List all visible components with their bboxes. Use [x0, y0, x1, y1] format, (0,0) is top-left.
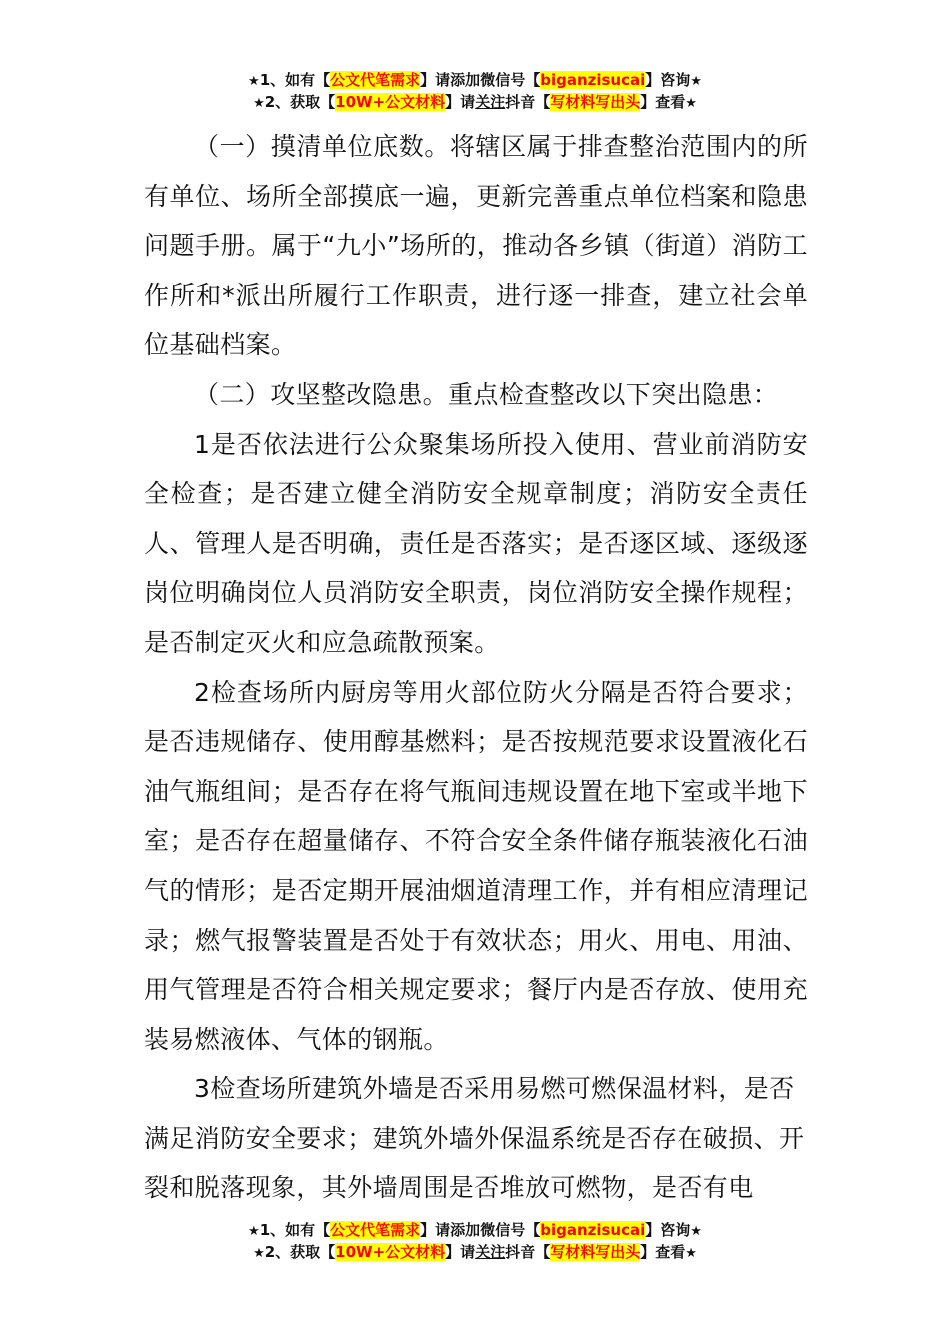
banner-line-1 [0, 69, 950, 91]
paragraph-item-3: 3检查场所建筑外墙是否采用易燃可燃保温材料，是否满足消防安全要求；建筑外墙外保温系统是否存在破损、开裂和脱落现象，其外墙周围是否堆放可燃物，是否有电 [144, 1074, 805, 1203]
banner-text: 抖音【 [505, 93, 551, 111]
banner-text: 】请 [420, 1221, 451, 1239]
banner-highlight: biganzisucai [540, 71, 646, 89]
star-icon: ★ [253, 1246, 265, 1261]
banner-text: 】查看 [640, 93, 686, 111]
paragraph-item-2: 2检查场所内厨房等用火部位防火分隔是否符合要求；是否违规储存、使用醇基燃料；是否按规范要求设置液化石油气瓶组间；是否存在将气瓶间违规设置在地下室或半地下室；是否存在超量储存、不符合安全条件储存瓶装液化石油气的情形；是否定期开展油烟道清理工作，并有相应清理记录；燃气报警装置是否处于有效状态；用火、用电、用油、用气管理是否符合相关规定要求；餐厅内是否存放、使用充装易燃液体、气体的钢瓶。 [144, 677, 808, 1054]
paragraph-section-2: （二）攻坚整改隐患。重点检查整改以下突出隐患： [194, 379, 779, 409]
banner-highlight: 10W+公文材料 [335, 1243, 446, 1261]
banner-text: 抖音【 [505, 1243, 551, 1261]
banner-text: 微信号【 [480, 71, 541, 89]
paragraph-item-1: 1是否依法进行公众聚集场所投入使用、营业前消防安全检查；是否建立健全消防安全规章制度；消防安全责任人、管理人是否明确，责任是否落实；是否逐区域、逐级逐岗位明确岗位人员消防安全职责，岗位消防安全操作规程；是否制定灭火和应急疏散预案。 [144, 429, 808, 657]
banner-text: 】咨询 [645, 71, 691, 89]
banner-line-1 [0, 1219, 950, 1241]
header-banner [0, 69, 950, 113]
star-icon: ★ [248, 74, 260, 89]
banner-line-2 [0, 91, 950, 113]
star-icon: ★ [690, 1224, 702, 1239]
banner-text: 2、获取【 [264, 93, 336, 111]
banner-highlight: 写材料写出头 [550, 1243, 641, 1261]
banner-text: 】查看 [640, 1243, 686, 1261]
document-body [144, 122, 808, 1213]
paragraph-section-1: （一）摸清单位底数。将辖区属于排查整治范围内的所有单位、场所全部摸底一遍，更新完善重点单位档案和隐患问题手册。属于“九小”场所的，推动各乡镇（街道）消防工作所和*派出所履行工作职责，进行逐一排查，建立社会单位基础档案。 [144, 132, 808, 360]
star-icon: ★ [685, 1246, 697, 1261]
banner-text: 】请 [420, 71, 451, 89]
banner-text: 】请 [445, 93, 476, 111]
banner-emphasis: 关注 [475, 1243, 506, 1261]
banner-text: 微信号【 [480, 1221, 541, 1239]
banner-highlight: 写材料写出头 [550, 93, 641, 111]
banner-text: 1、如有【 [259, 71, 331, 89]
banner-highlight: 公文代笔需求 [330, 71, 421, 89]
star-icon: ★ [690, 74, 702, 89]
banner-emphasis: 添加 [450, 71, 481, 89]
banner-text: 1、如有【 [259, 1221, 331, 1239]
banner-highlight: 10W+公文材料 [335, 93, 446, 111]
star-icon: ★ [253, 96, 265, 111]
banner-text: 】咨询 [645, 1221, 691, 1239]
banner-highlight: 公文代笔需求 [330, 1221, 421, 1239]
banner-line-2 [0, 1241, 950, 1263]
banner-highlight: biganzisucai [540, 1221, 646, 1239]
banner-emphasis: 添加 [450, 1221, 481, 1239]
star-icon: ★ [685, 96, 697, 111]
banner-text: 2、获取【 [264, 1243, 336, 1261]
banner-text: 】请 [445, 1243, 476, 1261]
star-icon: ★ [248, 1224, 260, 1239]
footer-banner [0, 1219, 950, 1263]
banner-emphasis: 关注 [475, 93, 506, 111]
